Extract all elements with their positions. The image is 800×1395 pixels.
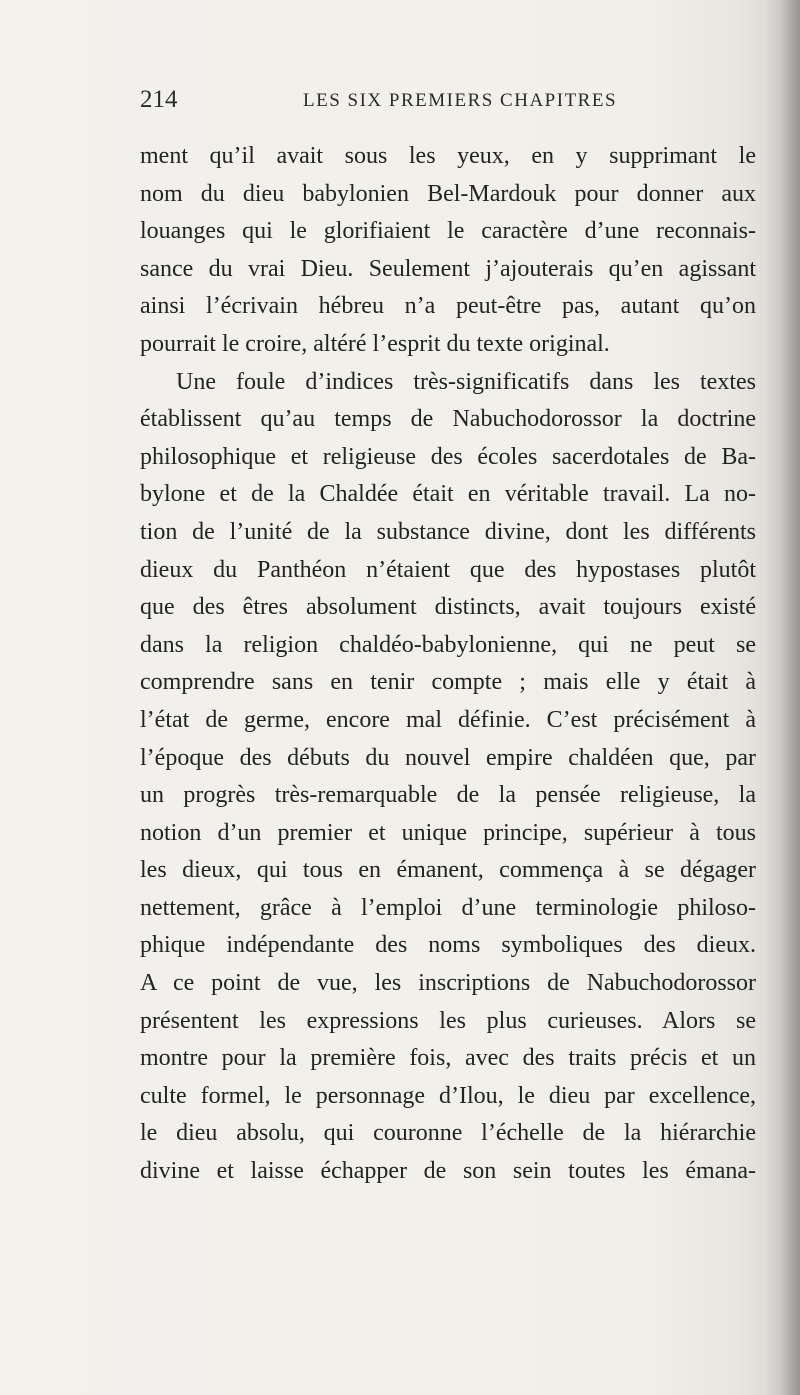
text-line: nom du dieu babylonien Bel-Mardouk pour donner aux [140, 180, 756, 207]
text-line: phique indépendante des noms symboliques des dieux. [140, 932, 756, 959]
text-line: notion d’un premier et unique principe, supérieur à tous [140, 819, 756, 846]
text-line: louanges qui le glorifiaient le caractère d’une reconnais- [140, 218, 756, 245]
text-line: montre pour la première fois, avec des traits précis et un [140, 1045, 756, 1072]
text-line: un progrès très-remarquable de la pensée religieuse, la [140, 782, 756, 809]
text-line: divine et laisse échapper de son sein toutes les émana- [140, 1158, 756, 1185]
text-line: nettement, grâce à l’emploi d’une terminologie philoso- [140, 894, 756, 921]
body-text [140, 138, 756, 1191]
text-line: les dieux, qui tous en émanent, commença à se dégager [140, 857, 756, 884]
text-line: A ce point de vue, les inscriptions de Nabuchodorossor [140, 970, 756, 997]
text-line: présentent les expressions les plus curieuses. Alors se [140, 1007, 756, 1034]
text-line: culte formel, le personnage d’Ilou, le dieu par excellence, [140, 1082, 756, 1109]
page-edge-shadow [764, 0, 800, 1395]
text-line: dieux du Panthéon n’étaient que des hypostases plutôt [140, 556, 756, 583]
text-line: ainsi l’écrivain hébreu n’a peut-être pas, autant qu’on [140, 293, 756, 320]
text-line: comprendre sans en tenir compte ; mais elle y était à [140, 669, 756, 696]
text-line: que des êtres absolument distincts, avait toujours existé [140, 594, 756, 621]
text-line: pourrait le croire, altéré l’esprit du texte original. [140, 330, 610, 357]
text-line: ment qu’il avait sous les yeux, en y supprimant le [140, 143, 756, 169]
text-line: l’état de germe, encore mal définie. C’est précisément à [140, 706, 756, 733]
paragraph-start-line: Une foule d’indices très-significatifs dans les textes [176, 368, 756, 395]
page-header [140, 86, 660, 120]
text-line: dans la religion chaldéo-babylonienne, qui ne peut se [140, 631, 756, 658]
text-line: le dieu absolu, qui couronne l’échelle de la hiérarchie [140, 1120, 756, 1147]
text-line: philosophique et religieuse des écoles sacerdotales de Ba- [140, 443, 756, 470]
text-line: tion de l’unité de la substance divine, dont les différents [140, 518, 756, 545]
running-title: LES SIX PREMIERS CHAPITRES [303, 90, 618, 111]
page-number: 214 [140, 86, 178, 113]
text-line: l’époque des débuts du nouvel empire chaldéen que, par [140, 744, 756, 771]
text-line: établissent qu’au temps de Nabuchodorossor la doctrine [140, 406, 756, 433]
text-line: bylone et de la Chaldée était en véritable travail. La no- [140, 481, 756, 508]
text-line: sance du vrai Dieu. Seulement j’ajouterais qu’en agissant [140, 255, 756, 282]
